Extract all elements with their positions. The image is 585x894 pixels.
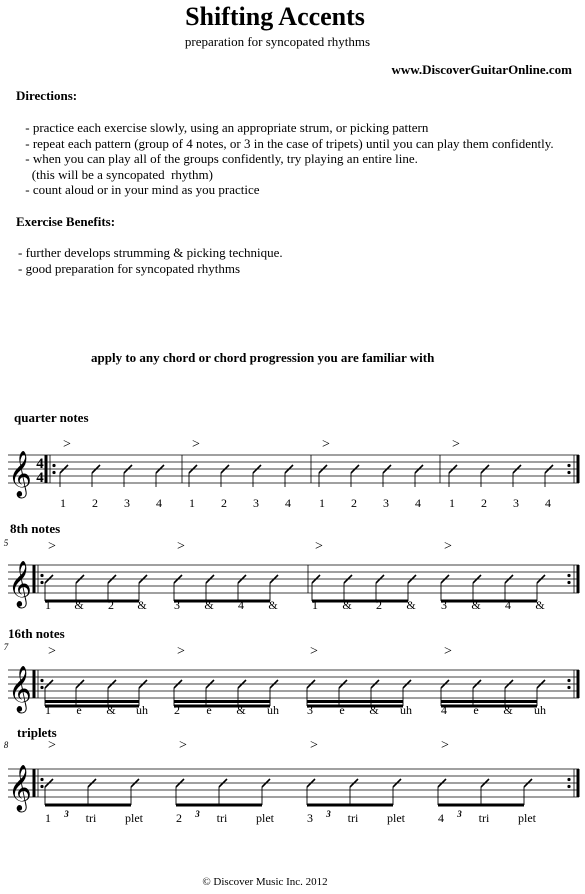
count-label: 1 [60, 496, 66, 510]
instruction-text: apply to any chord or chord progression you are familiar with [91, 350, 435, 365]
count-label: 2 [174, 703, 180, 717]
count-label: e [76, 703, 82, 717]
count-label: & [236, 703, 246, 717]
accent-mark: > [177, 644, 185, 659]
count-label: 2 [481, 496, 487, 510]
count-label: & [342, 598, 352, 612]
measure-number: 5 [3, 538, 9, 548]
repeat-dot [40, 686, 43, 689]
count-label: 4 [438, 811, 444, 825]
count-label: 2 [176, 811, 182, 825]
beam [176, 804, 262, 807]
accent-mark: > [48, 644, 56, 659]
beam-secondary [441, 700, 537, 703]
accent-mark: > [452, 437, 460, 452]
count-label: 3 [513, 496, 519, 510]
repeat-dot [567, 464, 570, 467]
system-label-sixteenth: 16th notes [8, 626, 65, 641]
website-url: www.DiscoverGuitarOnline.com [391, 62, 572, 77]
beam-secondary [174, 700, 270, 703]
repeat-dot [52, 464, 55, 467]
count-label: 2 [351, 496, 357, 510]
count-label: & [106, 703, 116, 717]
count-label: & [471, 598, 481, 612]
system-label-quarter: quarter notes [14, 410, 89, 425]
page-subtitle: preparation for syncopated rhythms [184, 34, 371, 49]
count-label: tri [85, 811, 97, 825]
count-label: 4 [441, 703, 447, 717]
beam [174, 600, 270, 603]
count-label: 3 [124, 496, 130, 510]
tuplet-number: 3 [326, 809, 331, 819]
count-label: 2 [221, 496, 227, 510]
repeat-dot [567, 778, 570, 781]
count-label: tri [347, 811, 359, 825]
accent-mark: > [48, 539, 56, 554]
beam [312, 600, 408, 603]
count-label: 1 [45, 598, 51, 612]
measure-number: 7 [3, 642, 9, 652]
repeat-dot [52, 471, 55, 474]
beam [45, 705, 139, 708]
copyright: © Discover Music Inc. 2012 [202, 876, 328, 888]
time-signature-denominator: 4 [36, 470, 44, 486]
accent-mark: > [322, 437, 330, 452]
count-label: & [137, 598, 147, 612]
tuplet-number: 3 [195, 809, 200, 819]
count-label: e [473, 703, 479, 717]
count-label: & [369, 703, 379, 717]
beam-secondary [307, 700, 403, 703]
count-label: plet [518, 811, 536, 825]
count-label: 1 [449, 496, 455, 510]
count-label: 4 [156, 496, 162, 510]
accent-mark: > [315, 539, 323, 554]
accent-mark: > [177, 539, 185, 554]
count-label: 3 [174, 598, 180, 612]
repeat-dot [567, 686, 570, 689]
count-label: 2 [92, 496, 98, 510]
repeat-dot [40, 679, 43, 682]
count-label: 4 [415, 496, 421, 510]
benefits-line: - further develops strumming & picking technique. [18, 245, 283, 260]
count-label: 4 [238, 598, 244, 612]
accent-mark: > [192, 437, 200, 452]
count-label: uh [534, 703, 546, 717]
accent-mark: > [63, 437, 71, 452]
system-label-eighth: 8th notes [10, 521, 61, 536]
count-label: 2 [108, 598, 114, 612]
directions-line: - count aloud or in your mind as you practice [22, 182, 260, 198]
beam [45, 600, 139, 603]
treble-clef-icon: 𝄞 [8, 765, 32, 810]
count-label: uh [400, 703, 412, 717]
benefits-line: - good preparation for syncopated rhythms [18, 260, 241, 276]
repeat-dot [567, 785, 570, 788]
tuplet-number: 3 [457, 809, 462, 819]
tuplet-number: 3 [64, 809, 69, 819]
count-label: 1 [319, 496, 325, 510]
repeat-dot [567, 471, 570, 474]
page-title: Shifting Accents [185, 2, 365, 31]
accent-mark: > [444, 644, 452, 659]
count-label: 3 [441, 598, 447, 612]
count-label: uh [136, 703, 148, 717]
repeat-dot [567, 679, 570, 682]
accent-mark: > [444, 539, 452, 554]
count-label: & [74, 598, 84, 612]
count-label: 4 [505, 598, 511, 612]
count-label: 3 [253, 496, 259, 510]
count-label: plet [387, 811, 405, 825]
accent-mark: > [48, 738, 56, 753]
repeat-dot [567, 581, 570, 584]
beam [438, 804, 524, 807]
accent-mark: > [310, 738, 318, 753]
count-label: plet [256, 811, 274, 825]
repeat-dot [40, 581, 43, 584]
count-label: 3 [307, 811, 313, 825]
beam [441, 705, 537, 708]
count-label: 4 [285, 496, 291, 510]
count-label: 2 [376, 598, 382, 612]
time-signature-numerator: 4 [36, 456, 44, 472]
count-label: tri [216, 811, 228, 825]
beam [307, 804, 393, 807]
treble-clef-icon: 𝄞 [8, 451, 32, 496]
directions-line: - repeat each pattern (group of 4 notes, or 3 in the case of tripets) until you can play them confidently. [22, 135, 554, 151]
beam-secondary [45, 700, 139, 703]
count-label: tri [478, 811, 490, 825]
benefits-heading: Exercise Benefits: [16, 214, 116, 229]
count-label: 1 [45, 703, 51, 717]
count-label: & [268, 598, 278, 612]
beam [441, 600, 537, 603]
repeat-dot [40, 574, 43, 577]
count-label: 1 [312, 598, 318, 612]
count-label: e [206, 703, 212, 717]
treble-clef-icon: 𝄞 [8, 666, 32, 711]
directions-heading: Directions: [16, 88, 78, 103]
beam [307, 705, 403, 708]
repeat-dot [40, 785, 43, 788]
count-label: 1 [189, 496, 195, 510]
count-label: e [339, 703, 345, 717]
repeat-dot [40, 778, 43, 781]
count-label: 3 [307, 703, 313, 717]
count-label: & [204, 598, 214, 612]
accent-mark: > [441, 738, 449, 753]
system-label-triplet: triplets [17, 725, 57, 740]
accent-mark: > [179, 738, 187, 753]
beam [45, 804, 131, 807]
count-label: 4 [545, 496, 551, 510]
count-label: & [535, 598, 545, 612]
directions-line: (this will be a syncopated rhythm) [22, 166, 213, 182]
directions-line: - when you can play all of the groups confidently, try playing an entire line. [22, 151, 418, 167]
count-label: plet [125, 811, 143, 825]
beam [174, 705, 270, 708]
count-label: & [503, 703, 513, 717]
repeat-dot [567, 574, 570, 577]
accent-mark: > [310, 644, 318, 659]
count-label: uh [267, 703, 279, 717]
treble-clef-icon: 𝄞 [8, 561, 32, 606]
count-label: & [406, 598, 416, 612]
count-label: 3 [383, 496, 389, 510]
measure-number: 8 [3, 740, 9, 750]
count-label: 1 [45, 811, 51, 825]
directions-line: - practice each exercise slowly, using an appropriate strum, or picking pattern [22, 120, 429, 135]
